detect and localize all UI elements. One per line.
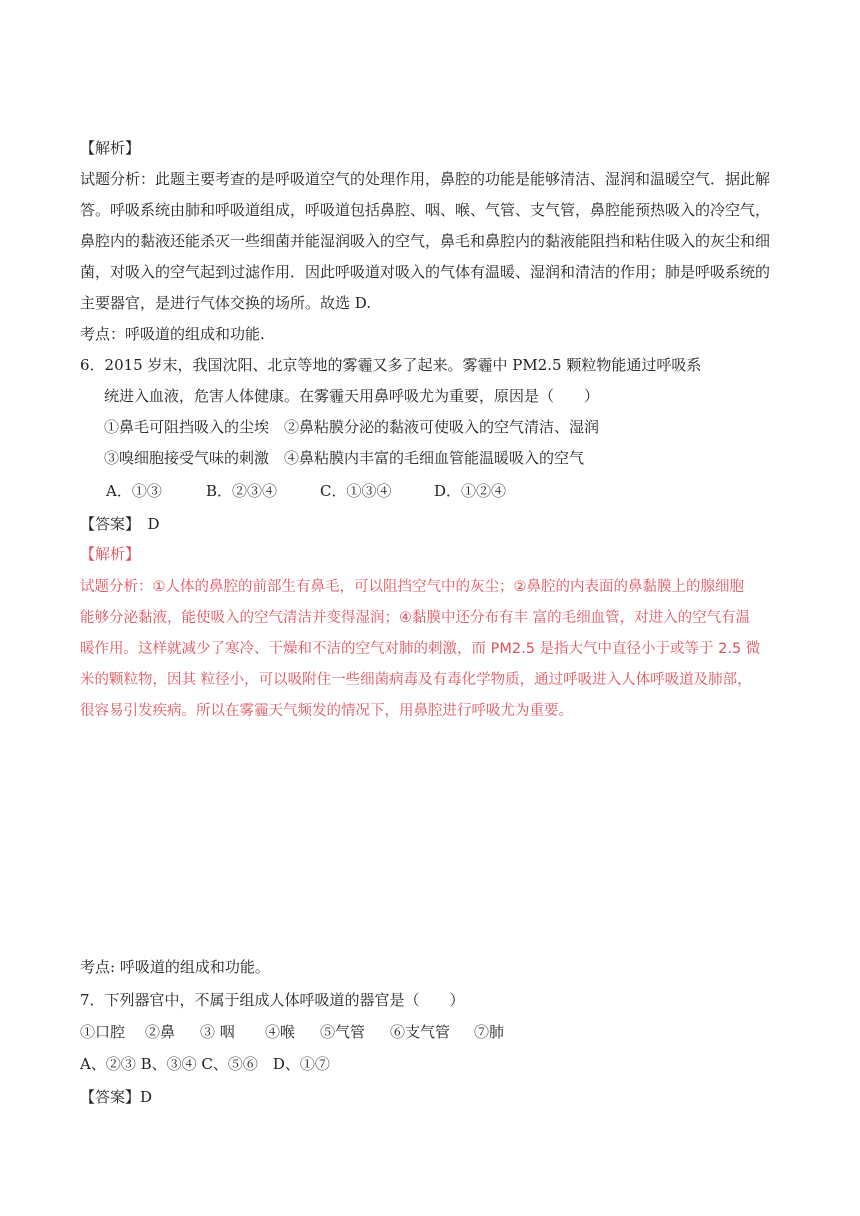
question-7-item: ①口腔 — [80, 1023, 126, 1041]
question-7-item: ③ 咽 — [200, 1023, 235, 1041]
analysis-line: 试题分析：此题主要考查的是呼吸道空气的处理作用，鼻腔的功能是能够清洁、湿润和温暖空气．据此解 — [80, 170, 771, 188]
analysis-heading-1: 【解析】 — [80, 139, 141, 157]
question-7-answer: 【答案】D — [80, 1088, 153, 1106]
question-7-options: A、②③ B、③④ C、⑤⑥ D、①⑦ — [80, 1055, 330, 1073]
question-7-item: ②鼻 — [145, 1023, 176, 1041]
question-7-stem: 7．下列器官中，不属于组成人体呼吸道的器官是（ ） — [80, 991, 465, 1009]
analysis-line: 答。呼吸系统由肺和呼吸道组成，呼吸道包括鼻腔、咽、喉、气管、支气管，鼻腔能预热吸入的冷空气， — [80, 201, 771, 219]
question-7-item: ⑤气管 — [320, 1023, 366, 1041]
question-6-analysis-line: 暖作用。这样就减少了寒冷、干燥和不洁的空气对肺的刺激，而 PM2.5 是指大气中直径小于或等于 2.5 微 — [80, 641, 761, 657]
question-6-analysis-line: 试题分析：①人体的鼻腔的前部生有鼻毛，可以阻挡空气中的灰尘；②鼻腔的内表面的鼻黏膜上的腺细胞 — [80, 579, 744, 595]
question-6-option-b: B．②③④ — [206, 482, 278, 500]
kaodian-1: 考点：呼吸道的组成和功能. — [80, 325, 265, 343]
question-6-analysis-line: 米的颗粒物，因其 粒径小，可以吸附住一些细菌病毒及有毒化学物质，通过呼吸进入人体呼吸道及肺部， — [80, 672, 752, 688]
question-6-statement: ③嗅细胞接受气味的刺激 ④鼻粘膜内丰富的毛细血管能温暖吸入的空气 — [104, 449, 585, 467]
question-6-stem: 6．2015 岁末，我国沈阳、北京等地的雾霾又多了起来。雾霾中 PM2.5 颗粒物能通过呼吸系 — [80, 356, 702, 374]
question-6-analysis-heading: 【解析】 — [80, 545, 141, 563]
question-6-analysis-line: 很容易引发疾病。所以在雾霾天气频发的情况下，用鼻腔进行呼吸尤为重要。 — [80, 703, 573, 719]
kaodian-2: 考点: 呼吸道的组成和功能。 — [80, 958, 270, 976]
question-7-item: ⑥支气管 — [390, 1023, 451, 1041]
analysis-line: 鼻腔内的黏液还能杀灭一些细菌并能湿润吸入的空气，鼻毛和鼻腔内的黏液能阻挡和粘住吸入的灰尘和细 — [80, 232, 771, 250]
question-7-item: ④喉 — [265, 1023, 296, 1041]
question-6-option-c: C．①③④ — [320, 482, 392, 500]
analysis-line: 菌，对吸入的空气起到过滤作用．因此呼吸道对吸入的气体有温暖、湿润和清洁的作用；肺是呼吸系统的 — [80, 263, 771, 281]
question-6-stem-cont: 统进入血液，危害人体健康。在雾霾天用鼻呼吸尤为重要，原因是（ ） — [104, 387, 600, 405]
question-6-option-a: A．①③ — [106, 482, 162, 500]
question-6-statement: ①鼻毛可阻挡吸入的尘埃 ②鼻粘膜分泌的黏液可使吸入的空气清洁、湿润 — [104, 418, 600, 436]
question-6-answer: 【答案】 D — [80, 515, 160, 533]
question-6-analysis-line: 能够分泌黏液，能使吸入的空气清洁并变得湿润；④黏膜中还分布有丰 富的毛细血管，对进入的空气有温 — [80, 610, 751, 626]
analysis-line: 主要器官，是进行气体交换的场所。故选 D. — [80, 294, 372, 312]
question-7-item: ⑦肺 — [474, 1023, 505, 1041]
question-6-option-d: D．①②④ — [434, 482, 507, 500]
